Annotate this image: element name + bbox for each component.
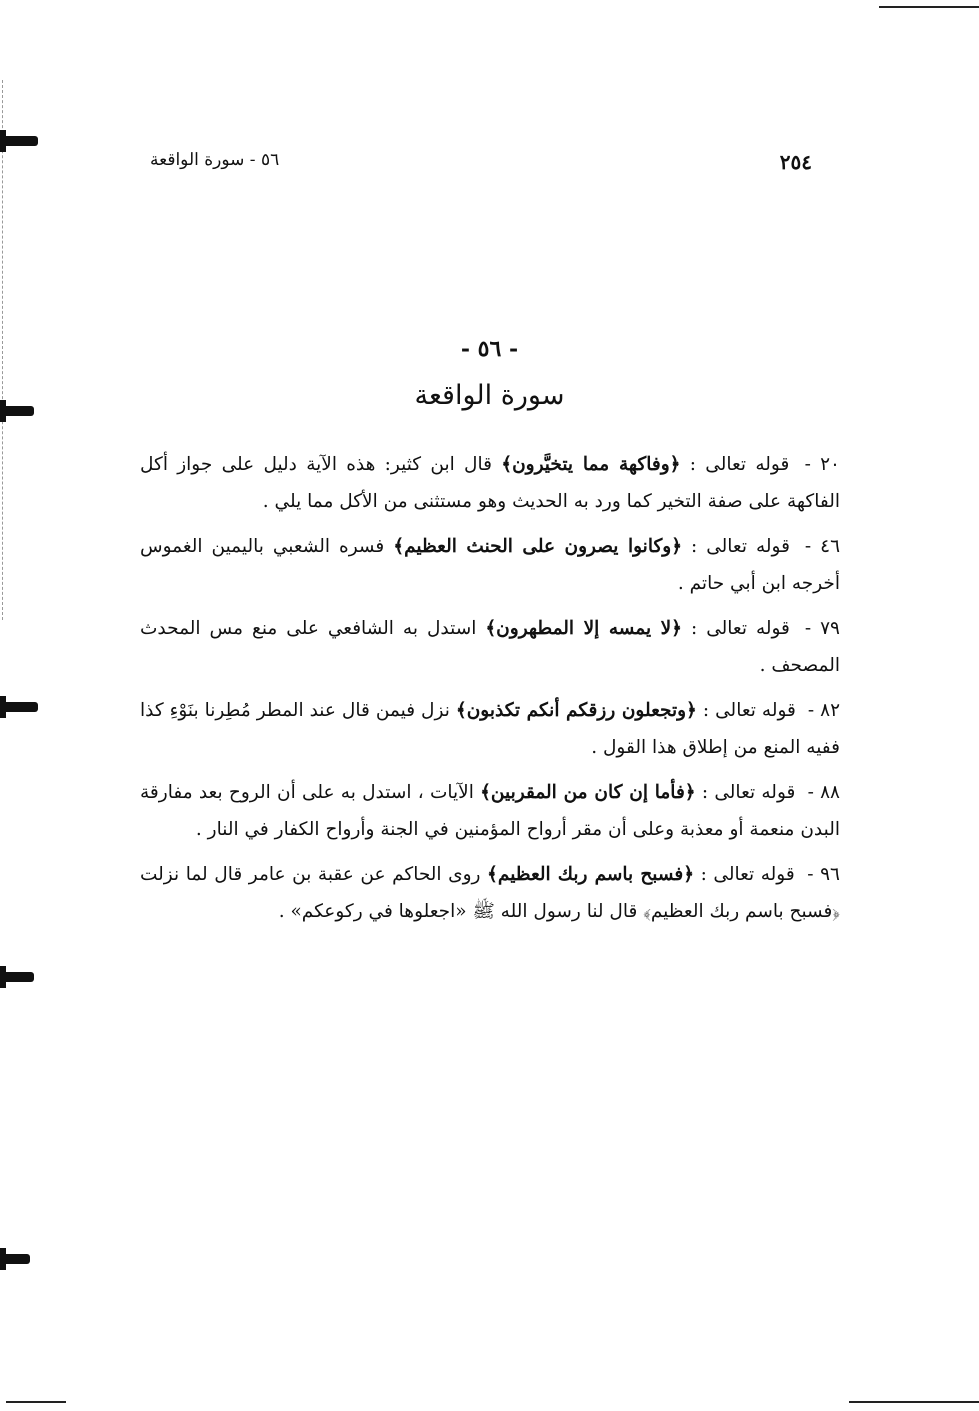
quoted-verse: ﴿وكانوا يصرون على الحنث العظيم﴾: [393, 536, 683, 557]
entry-lead: قوله تعالى :: [701, 782, 796, 803]
entry-text: الآيات ، استدل به على أن الروح بعد مفارقة البدن منعمة أو معذبة وعلى أن مقر أرواح المؤمنين في الجنة وأرواح الكفار في النار .: [140, 782, 840, 840]
binding-mark: [0, 702, 38, 712]
commentary-entry: [140, 528, 840, 602]
page-number: ٢٥٤: [779, 150, 812, 174]
commentary-entry: [140, 610, 840, 684]
verse-number: ٨٢ -: [807, 700, 841, 721]
entry-text: فسره الشعبي باليمين الغموس أخرجه ابن أبي حاتم .: [140, 536, 840, 594]
verse-number: ٧٩ -: [804, 618, 840, 639]
quoted-verse: ﴿وفاكهة مما يتخيَّرون﴾: [501, 454, 681, 475]
entry-lead: قوله تعالى :: [702, 700, 796, 721]
entry-text: قال ابن كثير: هذه الآية دليل على جواز أكل الفاكهة على صفة التخير كما ورد به الحديث وهو مستثنى من الأكل مما يلي .: [140, 454, 840, 512]
commentary-entry: [140, 446, 840, 520]
quoted-verse: ﴿فسبح باسم ربك العظيم﴾: [487, 864, 695, 885]
scan-edge-line: [879, 6, 979, 8]
commentary-entry: [140, 856, 840, 930]
chapter-number: - ٥٦ -: [460, 336, 519, 362]
entry-text: روى الحاكم عن عقبة بن عامر قال لما نزلت ﴿فسبح باسم ربك العظيم﴾ قال لنا رسول الله ﷺ «اجعلوها في ركوعكم» .: [140, 864, 840, 922]
entry-lead: قوله تعالى :: [691, 618, 790, 639]
binding-mark: [0, 972, 34, 982]
entry-lead: قوله تعالى :: [691, 536, 790, 557]
scan-edge-line: [6, 1401, 66, 1403]
entry-lead: قوله تعالى :: [700, 864, 795, 885]
running-header-title: ٥٦ - سورة الواقعة: [150, 150, 280, 170]
scan-edge-line: [849, 1401, 979, 1403]
entry-lead: قوله تعالى :: [689, 454, 790, 475]
running-header: [150, 150, 812, 184]
verse-number: ٨٨ -: [807, 782, 840, 803]
verse-number: ٤٦ -: [804, 536, 841, 557]
body-text: [140, 446, 840, 938]
quoted-verse: ﴿وتجعلون رزقكم أنكم تكذبون﴾: [455, 700, 697, 721]
verse-number: ٢٠ -: [804, 454, 840, 475]
commentary-entry: [140, 692, 840, 766]
entry-text: استدل به الشافعي على منع مس المحدث المصحف .: [140, 618, 840, 676]
quoted-verse: ﴿فأما إن كان من المقربين﴾: [480, 782, 696, 803]
verse-number: ٩٦ -: [807, 864, 840, 885]
quoted-verse: ﴿لا يمسه إلا المطهرون﴾: [485, 618, 683, 639]
binding-mark: [0, 1254, 30, 1264]
chapter-title: سورة الواقعة: [414, 380, 565, 411]
binding-mark: [0, 136, 38, 146]
commentary-entry: [140, 774, 840, 848]
entry-text: نزل فيمن قال عند المطر مُطِرنا بنَوْءِ كذا ففيه المنع من إطلاق هذا القول .: [140, 700, 840, 758]
